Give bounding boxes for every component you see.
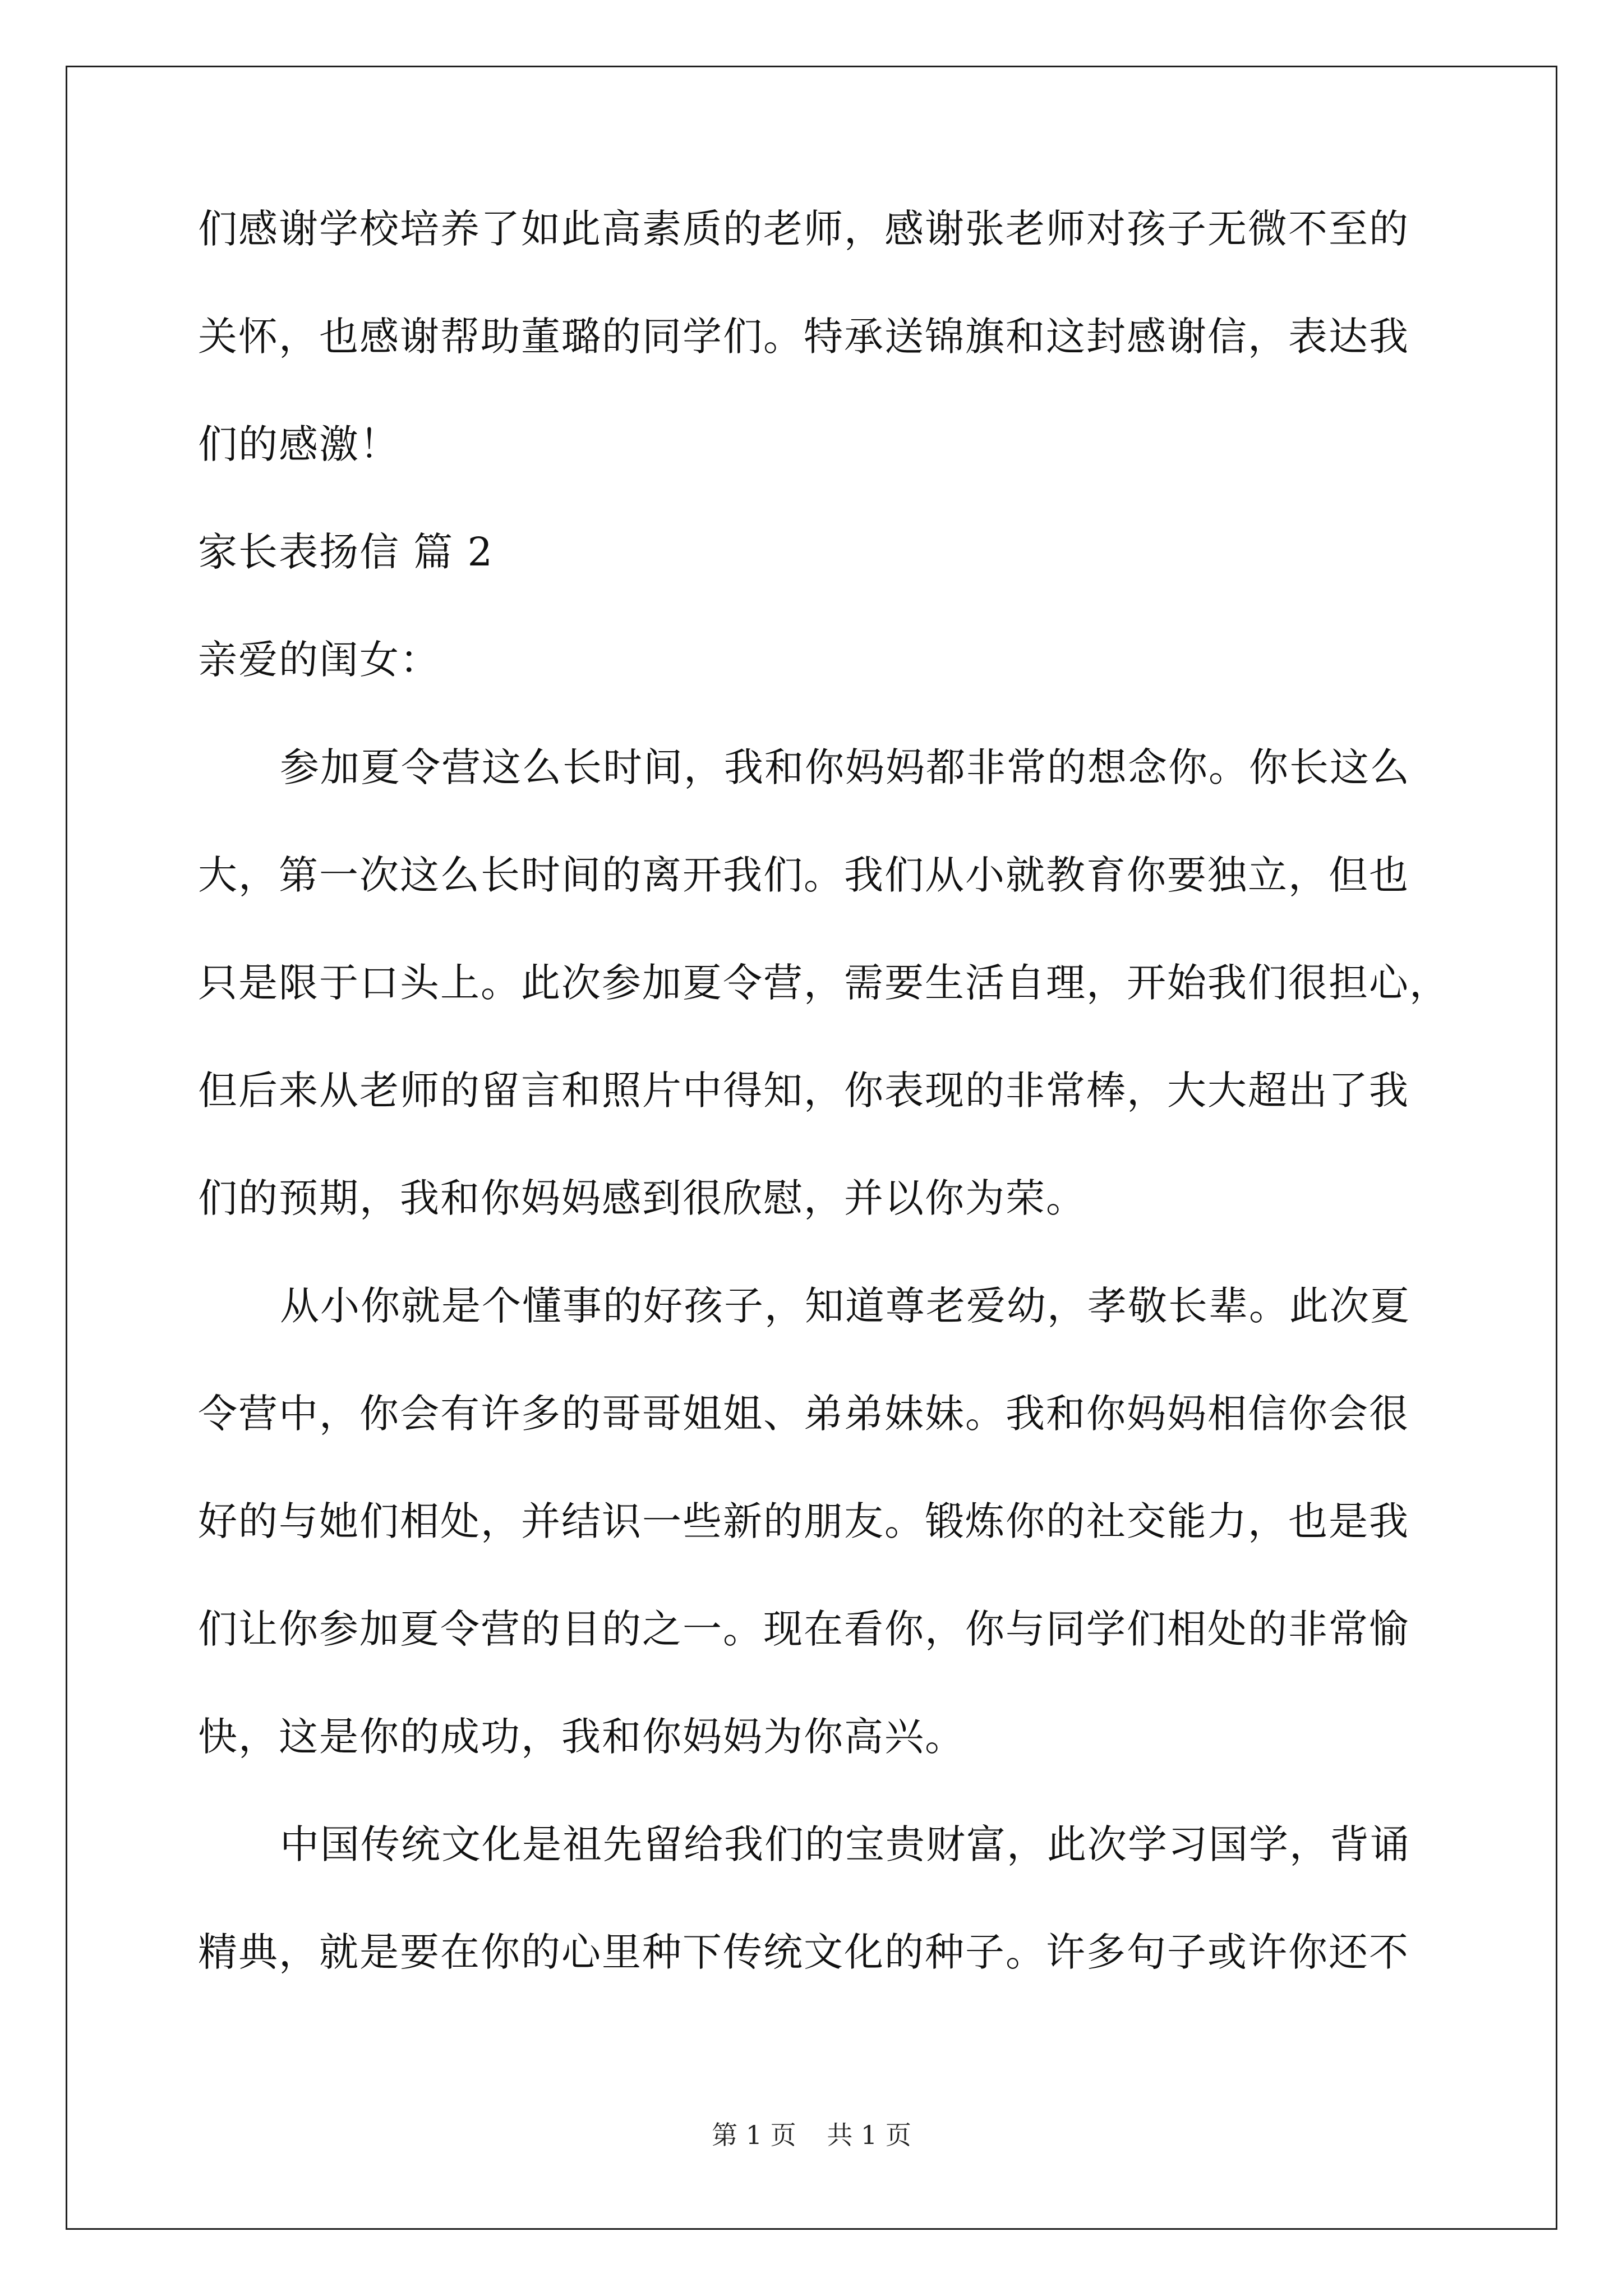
paragraph-2-line: 令营中，你会有许多的哥哥姐姐、弟弟妹妹。我和你妈妈相信你会很 <box>198 1391 1409 1437</box>
paragraph-3-line: 精典，就是要在你的心里种下传统文化的种子。许多句子或许你还不 <box>198 1929 1409 1975</box>
paragraph-2-line: 们让你参加夏令营的目的之一。现在看你，你与同学们相处的非常愉 <box>198 1606 1409 1652</box>
page-number: 第 1 页 <box>712 2120 796 2150</box>
paragraph-2-line: 快，这是你的成功，我和你妈妈为你高兴。 <box>198 1714 965 1760</box>
continuation-line: 关怀，也感谢帮助董璐的同学们。特承送锦旗和这封感谢信，表达我 <box>198 314 1409 360</box>
document-body <box>198 202 1450 2033</box>
paragraph-2-line: 好的与她们相处，并结识一些新的朋友。锻炼你的社交能力，也是我 <box>198 1498 1409 1544</box>
continuation-line: 们的感激！ <box>198 421 400 467</box>
page-total: 共 1 页 <box>827 2120 911 2150</box>
section-title: 家长表扬信 篇 2 <box>198 529 494 575</box>
paragraph-1-line: 大，第一次这么长时间的离开我们。我们从小就教育你要独立，但也 <box>198 852 1409 898</box>
paragraph-2-line: 从小你就是个懂事的好孩子，知道尊老爱幼，孝敬长辈。此次夏 <box>280 1283 1410 1329</box>
paragraph-1-line: 参加夏令营这么长时间，我和你妈妈都非常的想念你。你长这么 <box>280 744 1410 790</box>
paragraph-1-line: 只是限于口头上。此次参加夏令营，需要生活自理，开始我们很担心， <box>198 960 1450 1006</box>
continuation-line: 们感谢学校培养了如此高素质的老师，感谢张老师对孩子无微不至的 <box>198 206 1409 252</box>
page-footer <box>0 2118 1623 2152</box>
paragraph-1-line: 们的预期，我和你妈妈感到很欣慰，并以你为荣。 <box>198 1175 1086 1221</box>
paragraph-3-line: 中国传统文化是祖先留给我们的宝贵财富，此次学习国学，背诵 <box>280 1821 1410 1867</box>
salutation: 亲爱的闺女： <box>198 637 440 683</box>
paragraph-1-line: 但后来从老师的留言和照片中得知，你表现的非常棒，大大超出了我 <box>198 1068 1409 1114</box>
